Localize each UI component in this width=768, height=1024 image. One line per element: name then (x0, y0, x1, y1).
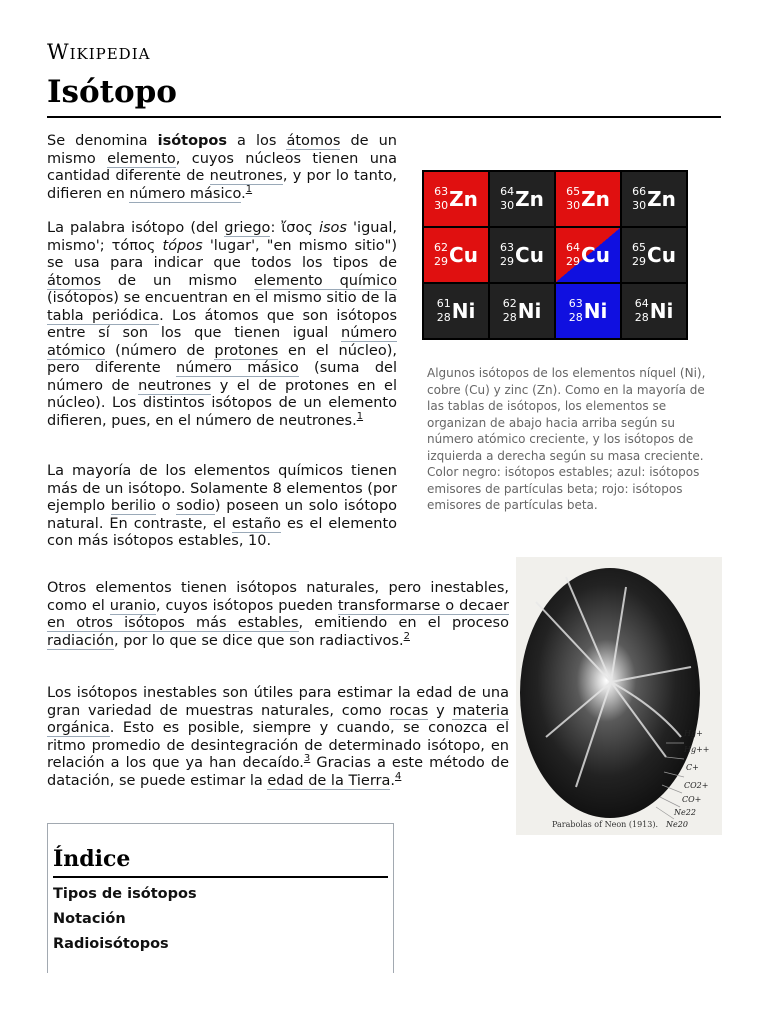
paragraph-natural-isotopes (47, 463, 397, 551)
atomic-number: 30 (500, 199, 515, 212)
text-run: 'lugar', "en mismo sitio") se usa para indicar que todos los tipos de (47, 237, 397, 271)
text-run: o (155, 498, 177, 514)
mass-number: 65 (632, 241, 647, 254)
isotope-numbers (566, 185, 580, 213)
text-run: y (428, 702, 453, 719)
photo-caption: Parabolas of Neon (1913). (552, 820, 659, 829)
article-link[interactable]: transformarse o decaer en otros isótopos más estables (47, 597, 509, 631)
article-link[interactable]: materia orgánica (47, 702, 509, 736)
isotope-cell-zn-65 (556, 172, 620, 226)
article-link[interactable]: número másico (129, 185, 242, 202)
isotope-cell-zn-66 (622, 172, 686, 226)
mass-number: 64 (566, 241, 581, 254)
photo-label: Ne22 (674, 808, 696, 817)
isotope-numbers (503, 297, 517, 325)
atomic-number: 29 (566, 255, 581, 268)
atomic-number: 30 (632, 199, 647, 212)
toc-item[interactable]: Radioisótopos (53, 936, 169, 952)
toc-divider (53, 876, 388, 878)
article-link[interactable]: elemento químico (253, 272, 397, 289)
element-symbol: Cu (581, 243, 610, 267)
bold-term: isótopos (157, 133, 228, 149)
neon-parabolas-image[interactable] (516, 557, 722, 835)
toc-item[interactable]: Tipos de isótopos (53, 886, 197, 902)
article-link[interactable]: átomos (286, 133, 341, 149)
wikipedia-logo[interactable]: Wikipedia (47, 40, 151, 64)
text-run: Los isótopos inestables son útiles para estimar la edad de una gran variedad de muestras naturales, como (47, 685, 509, 719)
isotope-numbers (437, 297, 451, 325)
isotope-numbers (500, 241, 514, 269)
text-run: y el de protones en el núcleo). Los distintos isótopos de un elemento difieren, pues, en el número de neutrones. (47, 377, 397, 429)
element-symbol: Cu (515, 243, 544, 267)
element-symbol: Zn (647, 187, 676, 211)
isotope-cell-ni-64 (622, 284, 686, 338)
page-title: Isótopo (47, 74, 177, 110)
neon-parabolas-photo (516, 557, 722, 835)
element-symbol: Zn (515, 187, 544, 211)
mass-number: 63 (568, 297, 583, 310)
mass-number: 63 (434, 185, 449, 198)
article-link[interactable]: tabla periódica (47, 307, 160, 324)
isotope-numbers (635, 297, 649, 325)
text-run: en el núcleo), pero diferente (47, 342, 397, 376)
text-run: Gracias a este método de datación, se puede estimar la (47, 755, 509, 789)
photo-label: C+ (686, 763, 699, 772)
article-link[interactable]: uranio (109, 597, 156, 614)
text-run: de un mismo (47, 133, 397, 167)
article-link[interactable]: estaño (231, 515, 282, 532)
mass-number: 63 (500, 241, 515, 254)
isotope-cell-ni-63 (556, 284, 620, 338)
atomic-number: 30 (434, 199, 449, 212)
title-divider (47, 116, 721, 118)
mass-number: 66 (632, 185, 647, 198)
footnote-ref[interactable]: 2 (403, 630, 410, 642)
text-run: La palabra isótopo (del (47, 220, 225, 236)
isotope-cell-cu-62 (424, 228, 488, 282)
article-link[interactable]: elemento (107, 150, 176, 167)
text-run: . Esto es posible, siempre y cuando, se conozca el ritmo promedio de desintegración de determinado isótopo, en relación a los que ya han decaído. (47, 720, 509, 771)
isotope-numbers (632, 241, 646, 269)
mass-number: 65 (566, 185, 581, 198)
article-link[interactable]: número atómico (47, 325, 397, 359)
table-of-contents (47, 823, 394, 973)
text-run: . (241, 185, 246, 202)
article-link[interactable]: número másico (175, 360, 299, 376)
mass-number: 64 (500, 185, 515, 198)
photo-label: Ne20 (666, 820, 688, 829)
isotope-cell-ni-62 (490, 284, 554, 338)
isotope-cell-cu-65 (622, 228, 686, 282)
article-link[interactable]: griego (224, 220, 271, 236)
isotope-cell-ni-61 (424, 284, 488, 338)
toc-list (53, 882, 197, 957)
isotope-cell-zn-64 (490, 172, 554, 226)
italic-term: tópos (162, 237, 203, 254)
element-symbol: Zn (581, 187, 610, 211)
paragraph-etymology (47, 220, 397, 430)
article-link[interactable]: neutrones (209, 168, 283, 184)
isotope-cell-zn-63 (424, 172, 488, 226)
isotope-numbers (632, 185, 646, 213)
text-run: . Los átomos que son isótopos entre sí son los que tienen igual (47, 307, 398, 341)
footnote-ref[interactable]: 1 (356, 410, 364, 422)
element-symbol: Cu (449, 243, 478, 267)
article-link[interactable]: sodio (176, 498, 215, 514)
toc-title: Índice (53, 846, 131, 872)
text-run: 'igual, mismo'; τόπος (47, 220, 397, 254)
isotope-cell-cu-63 (490, 228, 554, 282)
article-link[interactable]: edad de la Tierra (267, 772, 391, 789)
text-run: a los (227, 133, 287, 149)
mass-number: 64 (634, 297, 649, 310)
paragraph-unstable (47, 580, 509, 650)
article-link[interactable]: neutrones (138, 377, 212, 394)
text-run: , emitiendo en el proceso (298, 615, 509, 631)
atomic-number: 28 (634, 311, 649, 324)
mass-number: 62 (502, 297, 517, 310)
photo-label: Hg++ (684, 745, 710, 754)
footnote-ref[interactable]: 3 (303, 753, 311, 765)
text-run: Otros elementos tienen isótopos naturales, pero inestables, como el (47, 580, 509, 614)
atomic-number: 28 (436, 311, 451, 324)
text-run: , y por lo tanto, difieren en (47, 168, 397, 202)
element-symbol: Ni (583, 299, 608, 323)
isotope-table-caption: Algunos isótopos de los elementos níquel (Ni), cobre (Cu) y zinc (Zn). Como en la mayoría de las tablas de isótopos, los elementos se organizan de abajo hacia arriba según su número atómico creciente, y los isótopos de izquierda a derecha según su masa creciente. Color negro: isótopos estables; azul: isótopos emisores de partículas beta; rojo: isótopos emisores de partículas beta. (427, 366, 706, 512)
text-run: . (390, 772, 395, 789)
atomic-number: 29 (500, 255, 515, 268)
isotope-numbers (500, 185, 514, 213)
article-link[interactable]: radiación (47, 632, 115, 649)
element-symbol: Ni (517, 299, 542, 323)
text-run: de un mismo (101, 272, 254, 289)
text-run: Se denomina (47, 133, 158, 149)
text-run: , por lo que se dice que son radiactivos. (114, 632, 404, 649)
mass-number: 62 (434, 241, 449, 254)
mass-number: 61 (436, 297, 451, 310)
isotope-numbers (434, 241, 448, 269)
photo-label: Hg+ (684, 729, 703, 738)
element-symbol: Ni (649, 299, 674, 323)
photo-label: CO2+ (684, 781, 709, 790)
isotope-numbers (569, 297, 583, 325)
text-run: es el elemento con más isótopos estables, 10. (47, 515, 397, 549)
photo-label: CO+ (682, 795, 702, 804)
text-run: , cuyos isótopos pueden (155, 597, 338, 614)
isotope-numbers (434, 185, 448, 213)
atomic-number: 28 (568, 311, 583, 324)
toc-item[interactable]: Notación (53, 911, 126, 927)
atomic-number: 29 (434, 255, 449, 268)
italic-term: isos (318, 220, 347, 236)
footnote-ref[interactable]: 4 (394, 770, 402, 782)
article-link[interactable]: berilio (110, 498, 156, 514)
text-run: (número de (105, 342, 215, 359)
text-run: , cuyos núcleos tienen una cantidad diferente de (47, 150, 397, 184)
article-link[interactable]: protones (214, 342, 279, 359)
text-run: : ἴσος (270, 220, 319, 236)
isotope-table[interactable] (422, 170, 688, 340)
footnote-ref[interactable]: 1 (245, 183, 253, 195)
atomic-number: 30 (566, 199, 581, 212)
text-run: La mayoría de los elementos químicos tienen más de un isótopo. Solamente 8 elementos (por ejemplo (47, 463, 397, 514)
text-run: (isótopos) se encuentran en el mismo sitio de la (47, 290, 397, 306)
atomic-number: 28 (502, 311, 517, 324)
text-run: ) poseen un solo isótopo natural. En contraste, el (47, 498, 397, 532)
paragraph-intro (47, 133, 397, 203)
element-symbol: Cu (647, 243, 676, 267)
element-symbol: Ni (451, 299, 476, 323)
text-run: (suma del número de (47, 360, 397, 394)
article-link[interactable]: rocas (389, 702, 429, 719)
isotope-cell-cu-64 (556, 228, 620, 282)
isotope-numbers (566, 241, 580, 269)
paragraph-dating (47, 685, 509, 790)
article-link[interactable]: átomos (47, 272, 101, 289)
element-symbol: Zn (449, 187, 478, 211)
atomic-number: 29 (632, 255, 647, 268)
